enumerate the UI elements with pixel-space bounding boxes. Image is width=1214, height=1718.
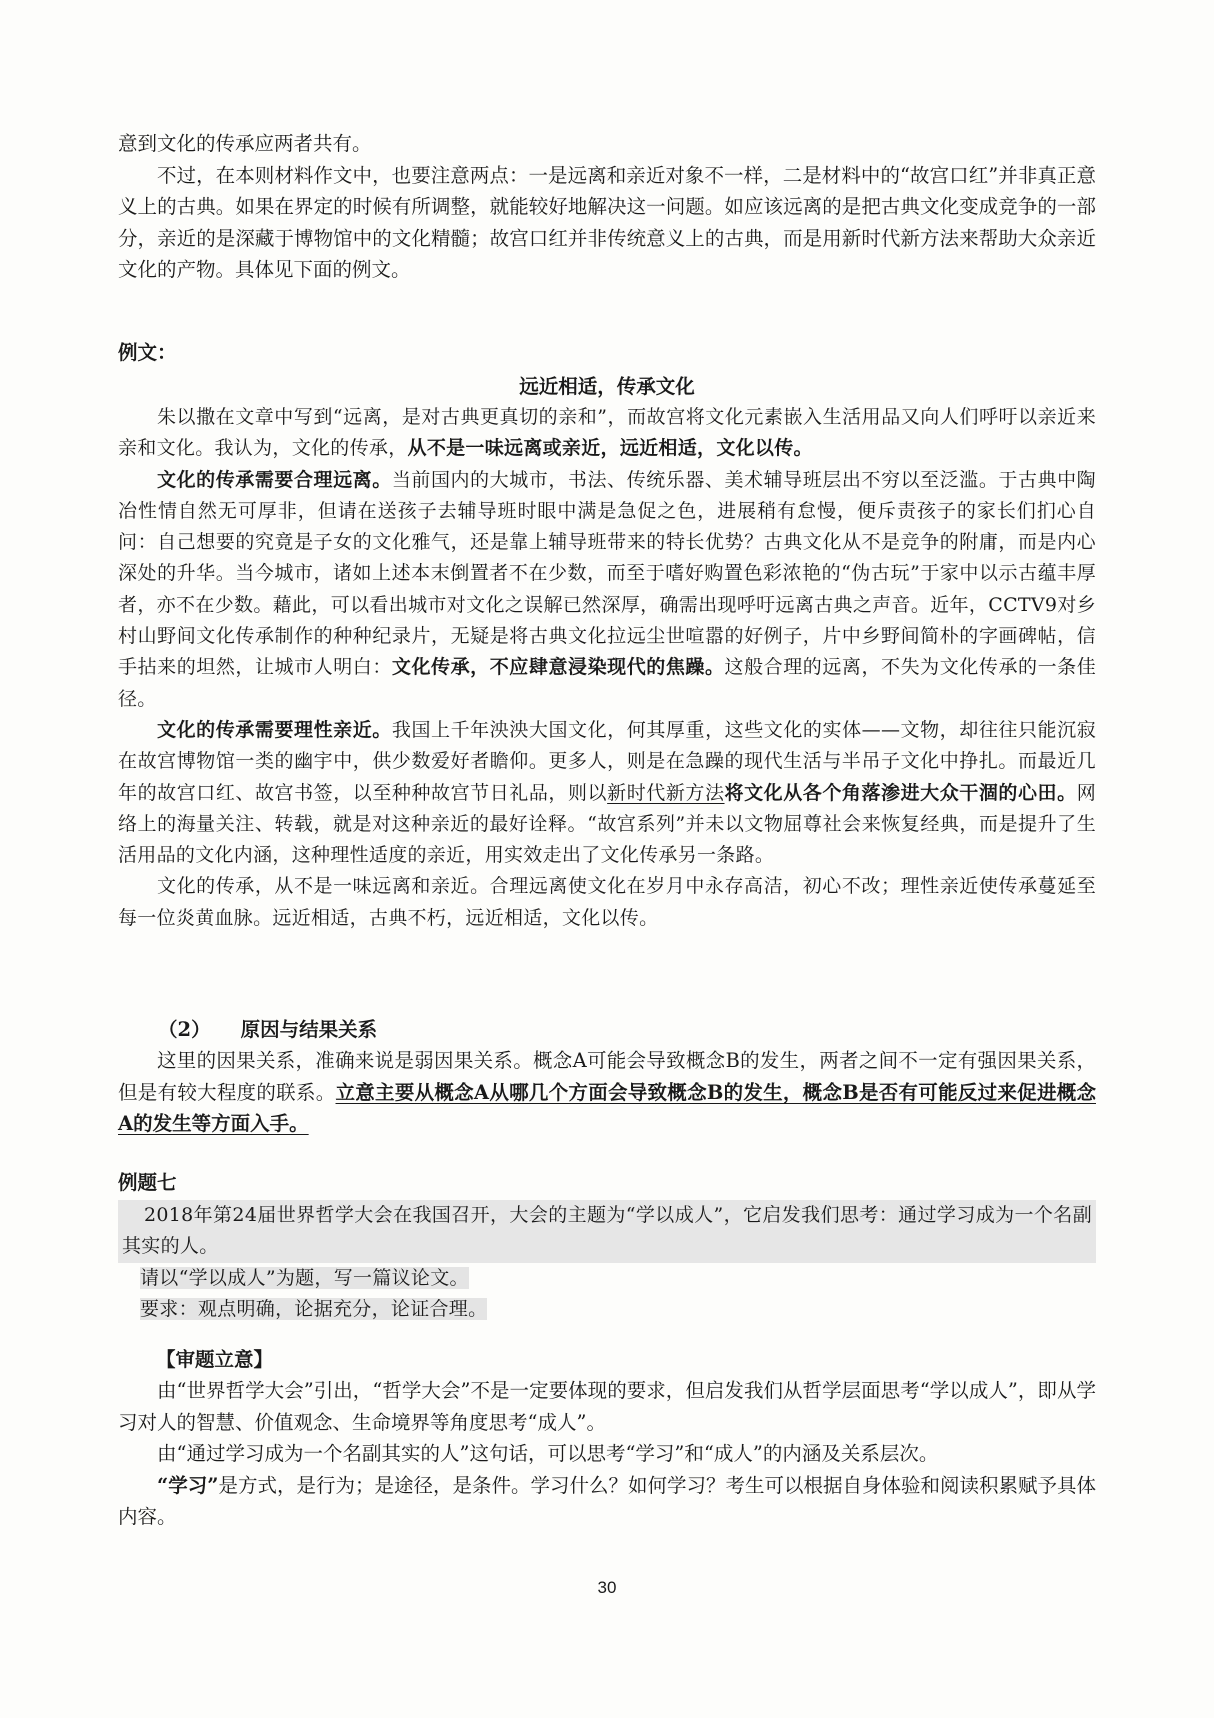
intro-section <box>118 128 1096 286</box>
question-text-2: 请以“学以成人”为题，写一篇议论文。 <box>140 1266 469 1289</box>
analysis-paragraph-1: 由“世界哲学大会”引出，“哲学大会”不是一定要体现的要求，但启发我们从哲学层面思考“学以成人”，即从学习对人的智慧、价值观念、生命境界等角度思考“成人”。 <box>118 1379 1096 1434</box>
essay-p1-thesis: 从不是一味远离或亲近，远近相适，文化以传。 <box>407 437 813 460</box>
essay-p2-emphasis: 文化传承，不应肆意浸染现代的焦躁。 <box>391 656 725 679</box>
question-text-3: 要求：观点明确，论据充分，论证合理。 <box>140 1297 488 1320</box>
example-question-7 <box>118 1168 1096 1325</box>
analysis-section <box>118 1345 1096 1533</box>
example-essay <box>118 338 1096 934</box>
section-text: 这里的因果关系，准确来说是弱因果关系。概念A可能会导致概念B的发生，两者之间不一定有强因果关系，但是有较大程度的联系。 <box>118 1049 1096 1104</box>
essay-paragraph-1 <box>118 402 1096 465</box>
page-number: 30 <box>597 1578 617 1597</box>
intro-paragraph-0: 意到文化的传承应两者共有。 <box>118 132 372 155</box>
essay-p2-text: 当前国内的大城市，书法、传统乐器、美术辅导班层出不穷以至泛滥。于古典中陶冶性情自然无可厚非，但请在送孩子去辅导班时眼中满是急促之色，进展稍有怠慢，便斥责孩子的家长们扪心自问：自己想要的究竟是子女的文化雅气，还是靠上辅导班带来的特长优势？古典文化从不是竞争的附庸，而是内心深处的升华。当今城市，诸如上述本末倒置者不在少数，而至于嗜好购置色彩浓艳的“伪古玩”于家中以示古蕴丰厚者，亦不在少数。藉此，可以看出城市对文化之误解已然深厚，确需出现呼吁远离古典之声音。近年，CCTV9对乡村山野间文化传承制作的种种纪录片，无疑是将古典文化拉远尘世喧嚣的好例子，片中乡野间简朴的字画碑帖，信手拈来的坦然，让城市人明白： <box>118 468 1096 679</box>
essay-p2-topic: 文化的传承需要合理远离。 <box>157 468 392 491</box>
section-cause-effect <box>118 1015 1096 1140</box>
essay-paragraph-3 <box>118 715 1096 871</box>
essay-p3-emphasis: 将文化从各个角落渗进大众干涸的心田。 <box>724 781 1077 804</box>
essay-p2-ending: 这般合理的远离，不失为文化传承的一条佳径。 <box>118 656 1097 710</box>
intro-paragraph-1: 不过，在本则材料作文中，也要注意两点：一是远离和亲近对象不一样，二是材料中的“故宫口红”并非真正意义上的古典。如果在界定的时候有所调整，就能较好地解决这一问题。如应该远离的是把古典文化变成竞争的一部分，亲近的是深藏于博物馆中的文化精髓；故宫口红并非传统意义上的古典，而是用新时代新方法来帮助大众亲近文化的产物。具体见下面的例文。 <box>118 163 1096 281</box>
essay-p3-underlined: 新时代新方法 <box>607 781 725 804</box>
section-paragraph <box>118 1045 1096 1140</box>
question-text-1: 2018年第24届世界哲学大会在我国召开，大会的主题为“学以成人”，它启发我们思考：通过学习成为一个名副其实的人。 <box>122 1204 1092 1258</box>
essay-paragraph-2 <box>118 465 1096 715</box>
analysis-paragraph-3 <box>118 1470 1096 1533</box>
essay-p1-text: 朱以撒在文章中写到“远离，是对古典更真切的亲和”，而故宫将文化元素嵌入生活用品又向人们呼吁以亲近来亲和文化。我认为，文化的传承， <box>118 406 1096 460</box>
question-label: 例题七 <box>118 1171 177 1194</box>
analysis-paragraph-2: 由“通过学习成为一个名副其实的人”这句话，可以思考“学习”和“成人”的内涵及关系层次。 <box>157 1442 939 1465</box>
essay-title: 远近相适，传承文化 <box>519 375 695 398</box>
question-box <box>118 1200 1096 1263</box>
analysis-text: 是方式，是行为；是途径，是条件。学习什么？如何学习？考生可以根据自身体验和阅读积累赋予具体内容。 <box>118 1473 1096 1528</box>
essay-p3-text: 我国上千年泱泱大国文化，何其厚重，这些文化的实体——文物，却往往只能沉寂在故宫博物馆一类的幽宇中，供少数爱好者瞻仰。更多人，则是在急躁的现代生活与半吊子文化中挣扎。而最近几年的故宫口红、故宫书签，以至种种故宫节日礼品，则以 <box>118 718 1096 804</box>
section-title: 原因与结果关系 <box>240 1018 378 1041</box>
essay-p3-topic: 文化的传承需要理性亲近。 <box>157 718 392 741</box>
essay-paragraph-4: 文化的传承，从不是一味远离和亲近。合理远离使文化在岁月中永存高洁，初心不改；理性亲近使传承蔓延至每一位炎黄血脉。远近相适，古典不朽，远近相适，文化以传。 <box>118 875 1096 929</box>
example-label: 例文： <box>118 341 177 364</box>
analysis-keyword: “学习” <box>157 1473 219 1497</box>
section-heading <box>118 1015 1096 1045</box>
analysis-label: 【审题立意】 <box>156 1348 274 1371</box>
section-key-point: 立意主要从概念A从哪几个方面会导致概念B的发生，概念B是否有可能反过来促进概念A的发生等方面入手。 <box>118 1080 1096 1135</box>
section-number: （2） <box>158 1018 211 1041</box>
essay-p3-ending: 网络上的海量关注、转载，就是对这种亲近的最好诠释。“故宫系列”并未以文物屈尊社会来恢复经典，而是提升了生活用品的文化内涵，这种理性适度的亲近，用实效走出了文化传承另一条路。 <box>118 781 1096 867</box>
